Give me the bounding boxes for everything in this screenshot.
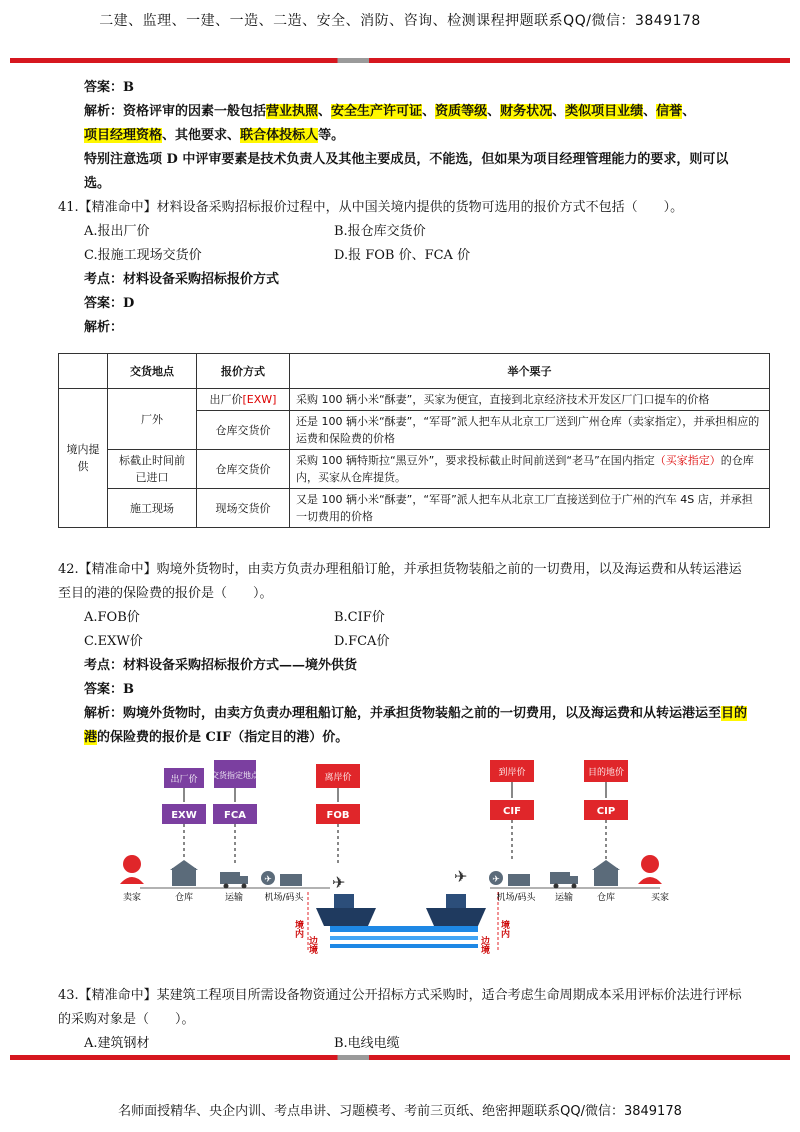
q42-options-row2: C.EXW价 D.FCA价	[84, 634, 390, 649]
header-rule	[10, 58, 790, 63]
q41-options-row2: C.报施工现场交货价 D.报 FOB 价、FCA 价	[84, 248, 471, 263]
svg-text:出厂价: 出厂价	[170, 775, 198, 785]
border-label: 边境	[307, 936, 317, 954]
group-cell: 境内提供	[59, 389, 108, 528]
svg-text:交货指定地点: 交货指定地点	[211, 771, 259, 780]
content-top	[58, 76, 748, 340]
q42-options-row1: A.FOB价 B.CIF价	[84, 610, 385, 625]
ship-icon	[426, 894, 486, 926]
example-cell: 又是 100 辆小米“酥妻”，“军哥”派人把车从北京工厂直接送到位于广州的汽车 4S 店，并承担一切费用的价格	[290, 489, 770, 528]
example-cell: 采购 100 辆特斯拉“黑豆外”，要求投标截止时间前送到“老马”在国内指定（买家指定）的仓库内，买家从仓库提货。	[290, 450, 770, 489]
col-example: 举个栗子	[290, 354, 770, 389]
footer-rule	[10, 1055, 790, 1060]
svg-text:✈: ✈	[492, 875, 500, 885]
port-icon	[280, 874, 302, 886]
method-cell: 仓库交货价	[197, 411, 290, 450]
q41-analysis: 解析：	[84, 320, 124, 335]
content-mid	[58, 558, 748, 750]
label-fca-top	[211, 760, 260, 788]
truck-icon	[550, 872, 578, 889]
q41-point: 考点：材料设备采购招标报价方式	[84, 272, 280, 287]
node-label: 机场/码头	[496, 893, 536, 903]
label-cip-top	[584, 760, 628, 782]
sea	[330, 926, 478, 948]
label-fob-top	[316, 764, 360, 788]
code-fob	[316, 804, 360, 824]
page-footer: 名师面授精华、央企内训、考点串讲、习题模考、考前三页纸、绝密押题联系QQ/微信：3849178	[118, 1104, 682, 1119]
q42-stem: 42.【精准命中】购境外货物时，由卖方负责办理租船订舱，并承担货物装船之前的一切费用，以及海运费和从转运港运至目的港的保险费的报价是（ ）。	[58, 562, 742, 601]
node-label: 仓库	[596, 893, 616, 903]
svg-text:CIP: CIP	[596, 806, 616, 817]
q40-note: 特别注意选项 D 中评审要素是技术负责人及其他主要成员，不能选，但如果为项目经理管理能力的要求，则可以选。	[84, 152, 729, 191]
content-bottom	[58, 984, 748, 1056]
node-label: 买家	[650, 893, 670, 903]
place-cell: 厂外	[108, 389, 197, 450]
airplane-icon: ✈	[454, 867, 468, 886]
label-cif-top	[490, 760, 534, 782]
svg-text:目的地价: 目的地价	[587, 768, 625, 778]
seller-icon	[120, 855, 144, 884]
svg-text:EXW: EXW	[171, 810, 197, 821]
warehouse-icon	[170, 860, 198, 886]
col-method: 报价方式	[197, 354, 290, 389]
incoterms-diagram	[120, 760, 710, 972]
q40-analysis: 解析：资格评审的因素一般包括营业执照、安全生产许可证、资质等级、财务状况、类似项目业绩、信誉、 项目经理资格、其他要求、联合体投标人等。	[84, 104, 696, 143]
delivery-table	[58, 353, 770, 528]
node-label: 运输	[554, 893, 574, 903]
example-cell: 还是 100 辆小米“酥妻”，“军哥”派人把车从北京工厂送到广州仓库（卖家指定），并承担相应的运费和保险费的价格	[290, 411, 770, 450]
q41-stem: 41.【精准命中】材料设备采购招标报价过程中，从中国关境内提供的货物可选用的报价方式不包括（ ）。	[58, 200, 684, 215]
airport-icon	[261, 871, 275, 885]
place-cell: 标截止时间前已进口	[108, 450, 197, 489]
node-label: 机场/码头	[264, 893, 304, 903]
method-cell: 出厂价[EXW]	[197, 389, 290, 411]
col-place: 交货地点	[108, 354, 197, 389]
airport-icon	[489, 871, 503, 885]
svg-text:离岸价: 离岸价	[324, 773, 352, 783]
code-fca	[213, 804, 257, 824]
q42-analysis: 解析：购境外货物时，由卖方负责办理租船订舱，并承担货物装船之前的一切费用，以及海运费和从转运港运至目的港的保险费的报价是 CIF（指定目的港）价。	[84, 706, 748, 745]
ship-icon	[316, 894, 376, 926]
q42-point: 考点：材料设备采购招标报价方式——境外供货	[84, 658, 358, 673]
node-label: 仓库	[174, 893, 194, 903]
node-label: 运输	[224, 893, 244, 903]
border-in-label: 境内	[499, 920, 509, 938]
q42-answer: 答案：B	[84, 682, 134, 697]
method-cell: 仓库交货价	[197, 450, 290, 489]
svg-text:FCA: FCA	[224, 810, 246, 821]
port-icon	[508, 874, 530, 886]
code-cip	[584, 800, 628, 820]
truck-icon	[220, 872, 248, 889]
code-exw	[162, 804, 206, 824]
border-in-label: 境内	[293, 920, 303, 938]
label-exw-top	[164, 768, 204, 788]
q41-answer: 答案：D	[84, 296, 135, 311]
node-label: 卖家	[122, 893, 142, 903]
q43-options-row1: A.建筑钢材 B.电线电缆	[84, 1036, 400, 1051]
q43-stem: 43.【精准命中】某建筑工程项目所需设备物资通过公开招标方式采购时，适合考虑生命周期成本采用评标价法进行评标的采购对象是（ ）。	[58, 988, 742, 1027]
svg-text:到岸价: 到岸价	[498, 768, 526, 778]
warehouse-icon	[592, 860, 620, 886]
method-cell: 现场交货价	[197, 489, 290, 528]
code-cif	[490, 800, 534, 820]
q41-options-row1: A.报出厂价 B.报仓库交货价	[84, 224, 426, 239]
place-cell: 施工现场	[108, 489, 197, 528]
example-cell: 采购 100 辆小米“酥妻”，买家为便宜，直接到北京经济技术开发区厂门口提车的价格	[290, 389, 770, 411]
svg-text:FOB: FOB	[326, 810, 350, 821]
page-header: 二建、监理、一建、一造、二造、安全、消防、咨询、检测课程押题联系QQ/微信：3849178	[99, 13, 701, 29]
svg-text:CIF: CIF	[503, 806, 521, 817]
airplane-icon: ✈	[332, 873, 346, 892]
q40-answer: 答案：B	[84, 80, 134, 95]
buyer-icon	[638, 855, 662, 884]
border-label: 边境	[479, 936, 489, 954]
svg-text:✈: ✈	[264, 875, 272, 885]
